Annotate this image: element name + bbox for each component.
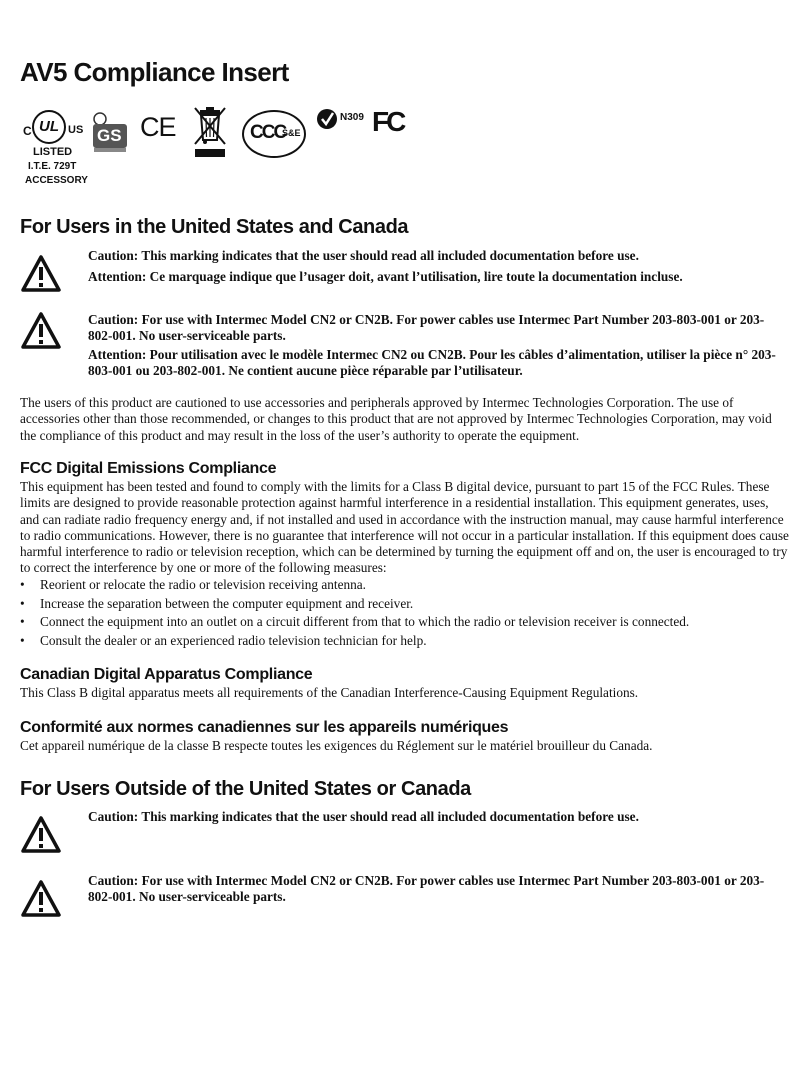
us-canada-heading: For Users in the United States and Canada (20, 216, 409, 238)
caution-triangle-icon (20, 815, 62, 855)
list-item-text: Connect the equipment into an outlet on a circuit different from that to which the radio or television receiver is connected. (40, 614, 690, 630)
outside-heading: For Users Outside of the United States or Canada (20, 778, 471, 800)
ul-us-letters: US (68, 124, 84, 136)
us-attention-1: Attention: Ce marquage indique que l’usager doit, avant l’utilisation, lire toute la documentation incluse. (88, 269, 683, 284)
c-tick-code: N309 (340, 112, 364, 123)
conformite-paragraph: Cet appareil numérique de la classe B respecte toutes les exigences du Réglement sur le matériel brouilleur du Canada. (20, 738, 653, 753)
fcc-heading: FCC Digital Emissions Compliance (20, 460, 277, 477)
ul-circle (32, 110, 66, 144)
ul-c-letter: C (23, 124, 32, 138)
list-item (20, 613, 790, 632)
ul-code-text: I.T.E. 729T (28, 161, 77, 172)
ccc-sub-text: S&E (282, 128, 301, 138)
us-attention-2: Attention: Pour utilisation avec le modèle Intermec CN2 ou CN2B. Pour les câbles d’alimentation, utiliser la pièce n° 203-803-001 ou 203-802-001. Ne contient aucune pièce réparable par l’utilisateur. (88, 347, 776, 379)
bullet-symbol: • (20, 614, 25, 630)
page-title: AV5 Compliance Insert (20, 57, 289, 87)
caution-triangle-icon (20, 311, 62, 351)
list-item (20, 632, 790, 651)
c-tick-icon (316, 108, 338, 130)
outside-caution-1: Caution: This marking indicates that the user should read all included documentation before use. (88, 809, 639, 824)
ce-logo: CE (140, 112, 176, 142)
us-caution-1: Caution: This marking indicates that the user should read all included documentation before use. (88, 248, 639, 263)
fcc-paragraph: This equipment has been tested and found to comply with the limits for a Class B digital device, pursuant to part 15 of the FCC Rules. These limits are designed to provide reasonable protection against harmful interference in a residential installation. This equipment generates, uses, and can radiate radio frequency energy and, if not installed and used in accordance with the instruction manual, may cause harmful interference to radio communications. However, there is no guarantee that interference will not occur in a particular installation. If this equipment does cause harmful interference to radio or television reception, which can be determined by turning the equipment off and on, the user is encouraged to try to correct the interference by one or more of the following measures: (20, 479, 789, 576)
list-item-text: Reorient or relocate the radio or television receiving antenna. (40, 577, 367, 592)
outside-caution-2: Caution: For use with Intermec Model CN2 or CN2B. For power cables use Intermec Part Number 203-803-001 or 203-802-001. No user-serviceable parts. (88, 873, 765, 905)
ul-center-text: UL (39, 118, 59, 135)
caution-triangle-icon (20, 254, 62, 294)
gs-text: GS (97, 126, 122, 145)
canadian-paragraph: This Class B digital apparatus meets all requirements of the Canadian Interference-Causing Equipment Regulations. (20, 685, 639, 700)
ccc-main-text: CCC (250, 122, 286, 143)
gs-logo (90, 110, 130, 154)
bullet-symbol: • (20, 595, 25, 611)
ul-category-text: ACCESSORY (25, 175, 88, 186)
caution-triangle-icon (20, 879, 62, 919)
ul-listed-logo (20, 102, 88, 190)
list-item (20, 595, 790, 614)
fcc-logo: FC (372, 106, 404, 137)
conformite-heading: Conformité aux normes canadiennes sur les appareils numériques (20, 719, 509, 736)
ul-listed-text: LISTED (33, 146, 73, 158)
fcc-measures-list (20, 576, 790, 650)
weee-bin-icon (190, 104, 230, 160)
us-caution-2: Caution: For use with Intermec Model CN2 or CN2B. For power cables use Intermec Part Number 203-803-001 or 203-802-001. No user-serviceable parts. (88, 312, 765, 344)
list-item-text: Consult the dealer or an experienced radio television technician for help. (40, 632, 427, 648)
list-item-text: Increase the separation between the computer equipment and receiver. (40, 595, 414, 611)
bullet-symbol: • (20, 577, 25, 592)
certification-marks (20, 102, 420, 192)
ccc-logo (242, 110, 306, 158)
accessories-paragraph: The users of this product are cautioned to use accessories and peripherals approved by Intermec Technologies Corporation. The use of accessories other than those recommended, or changes to this product that are not approved by Intermec Technologies Corporation, may void the compliance of this product and may result in the loss of the user’s authority to operate the equipment. (20, 395, 772, 443)
bullet-symbol: • (20, 632, 25, 648)
canadian-heading: Canadian Digital Apparatus Compliance (20, 666, 313, 683)
list-item (20, 576, 790, 595)
